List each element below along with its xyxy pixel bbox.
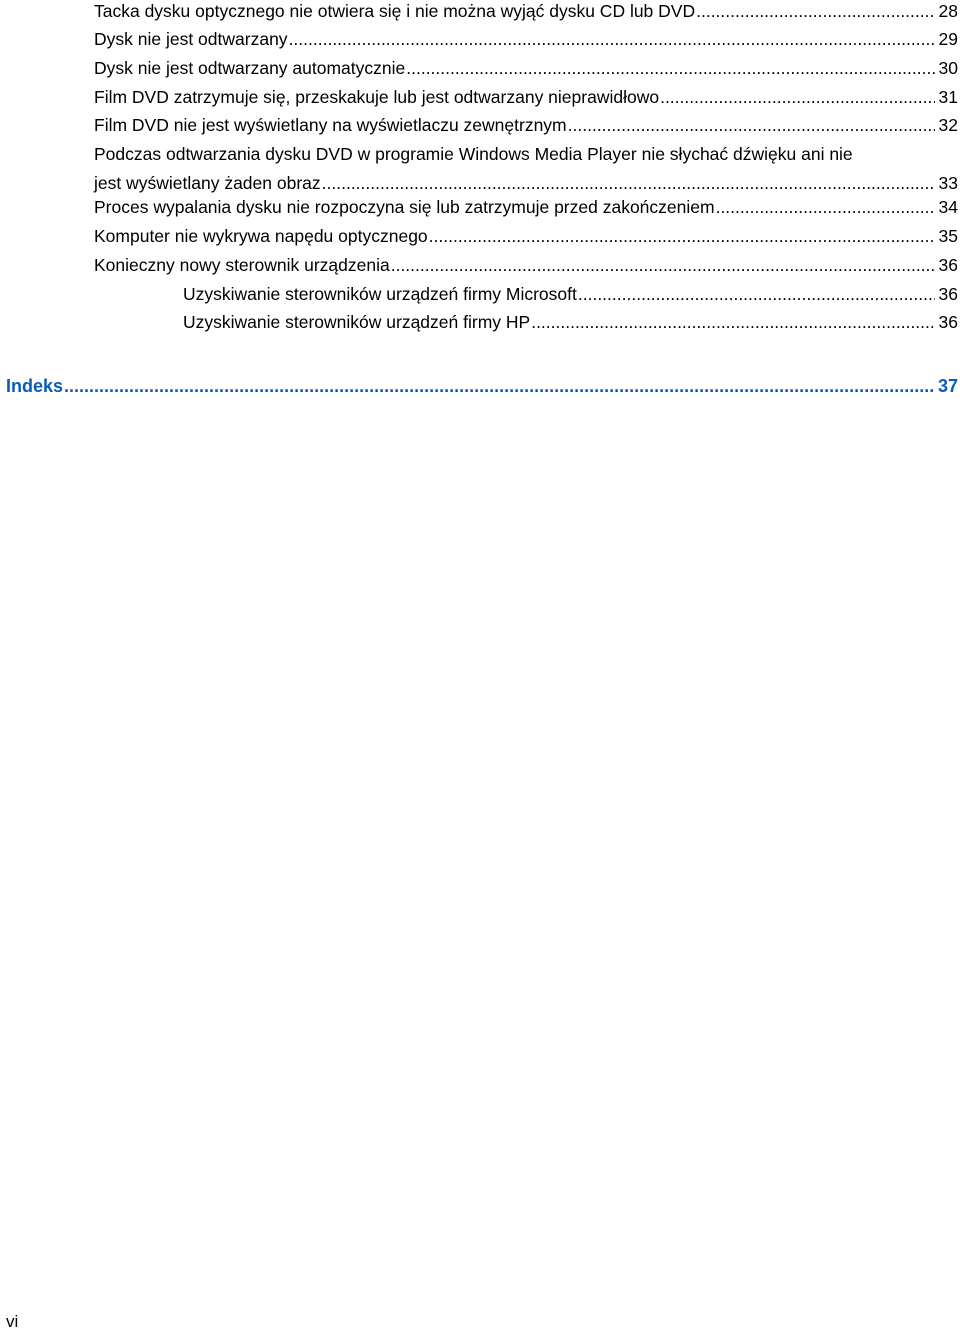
dot-leader bbox=[578, 280, 935, 309]
dot-leader bbox=[716, 193, 935, 222]
dot-leader bbox=[391, 251, 935, 280]
toc-entry[interactable] bbox=[94, 111, 958, 140]
toc-entry[interactable] bbox=[94, 222, 958, 251]
toc-entry-page: 31 bbox=[938, 87, 958, 107]
toc-entry-label: Dysk nie jest odtwarzany automatycznie bbox=[94, 58, 406, 78]
toc-entry-label: Dysk nie jest odtwarzany bbox=[94, 29, 288, 49]
page-number: vi bbox=[6, 1312, 19, 1331]
toc-entry-label-line2: jest wyświetlany żaden obraz bbox=[94, 173, 321, 193]
toc-chapter-label: Indeks bbox=[6, 376, 64, 396]
toc-entry-label: Komputer nie wykrywa napędu optycznego bbox=[94, 226, 428, 246]
toc-entry-page: 29 bbox=[938, 29, 958, 49]
toc-chapter-page: 37 bbox=[937, 376, 958, 396]
toc-entry-page: 28 bbox=[938, 1, 958, 21]
toc-entry[interactable] bbox=[94, 193, 958, 222]
dot-leader bbox=[660, 83, 934, 112]
toc-entry-page: 30 bbox=[938, 58, 958, 78]
toc-entry-label-line1: Podczas odtwarzania dysku DVD w programie Windows Media Player nie słychać dźwięku ani nie bbox=[94, 144, 853, 164]
toc-entry-multiline[interactable] bbox=[94, 140, 958, 198]
toc-entry-page: 35 bbox=[938, 226, 958, 246]
dot-leader bbox=[289, 25, 935, 54]
toc-entry-label: Film DVD zatrzymuje się, przeskakuje lub jest odtwarzany nieprawidłowo bbox=[94, 87, 660, 107]
toc-entry[interactable] bbox=[94, 251, 958, 280]
toc-entry-label: Uzyskiwanie sterowników urządzeń firmy HP bbox=[183, 312, 531, 332]
toc-entry[interactable] bbox=[94, 25, 958, 54]
toc-entry-label: Uzyskiwanie sterowników urządzeń firmy Microsoft bbox=[183, 284, 577, 304]
toc-entry-page: 33 bbox=[938, 173, 958, 193]
toc-entry-page: 36 bbox=[938, 284, 958, 304]
dot-leader bbox=[531, 308, 934, 337]
dot-leader bbox=[568, 111, 935, 140]
toc-subentry[interactable] bbox=[183, 308, 958, 337]
toc-entry-page: 36 bbox=[938, 312, 958, 332]
dot-leader bbox=[64, 372, 934, 401]
toc-chapter-index[interactable] bbox=[6, 372, 958, 401]
toc-entry-label: Proces wypalania dysku nie rozpoczyna się lub zatrzymuje przed zakończeniem bbox=[94, 197, 715, 217]
toc-entry[interactable] bbox=[94, 0, 958, 26]
toc-entry-page: 36 bbox=[938, 255, 958, 275]
dot-leader bbox=[696, 0, 934, 26]
toc-subentry[interactable] bbox=[183, 280, 958, 309]
toc-entry-label: Film DVD nie jest wyświetlany na wyświetlaczu zewnętrznym bbox=[94, 115, 567, 135]
toc-entry-label: Konieczny nowy sterownik urządzenia bbox=[94, 255, 390, 275]
dot-leader bbox=[406, 54, 934, 83]
toc-entry[interactable] bbox=[94, 83, 958, 112]
toc-entry-label: Tacka dysku optycznego nie otwiera się i nie można wyjąć dysku CD lub DVD bbox=[94, 1, 696, 21]
toc-entry[interactable] bbox=[94, 54, 958, 83]
dot-leader bbox=[429, 222, 935, 251]
toc-entry-page: 34 bbox=[938, 197, 958, 217]
toc-entry-page: 32 bbox=[938, 115, 958, 135]
